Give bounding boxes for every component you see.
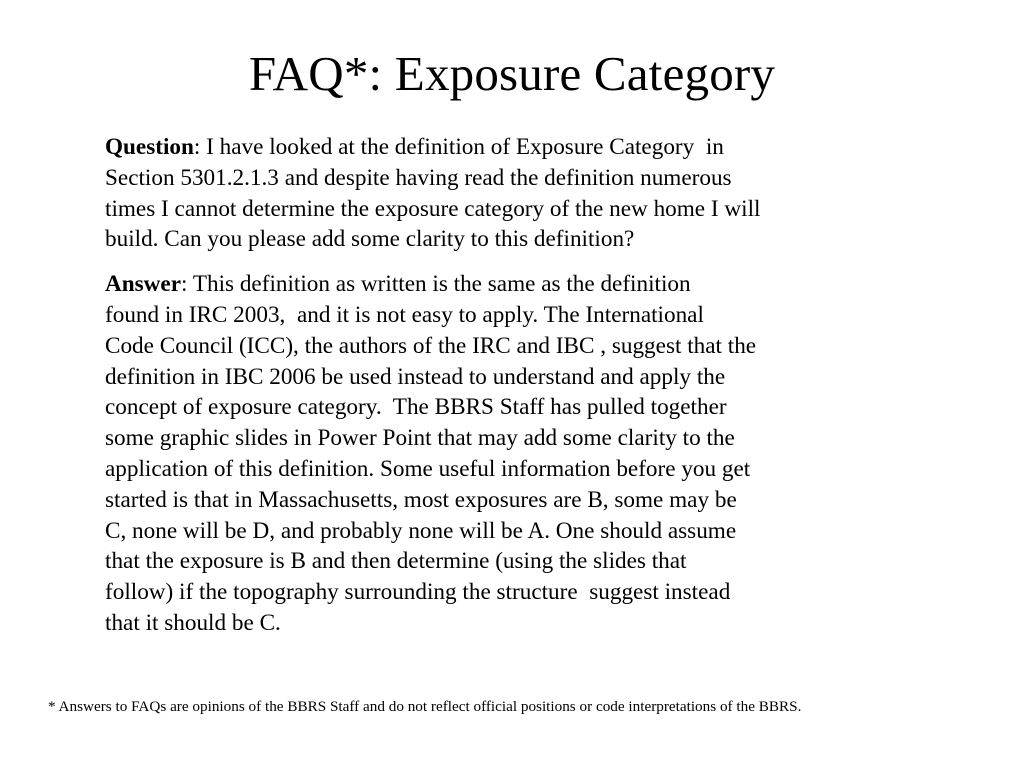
answer-text-line: : This definition as written is the same as the definition (181, 271, 691, 298)
question-text-line: : I have looked at the definition of Exposure Category in (193, 134, 724, 160)
answer-text-line: found in IRC 2003, and it is not easy to apply. The International (105, 301, 704, 328)
question-paragraph (105, 132, 913, 255)
slide-title: FAQ*: Exposure Category (248, 46, 776, 101)
question-label: Question (105, 134, 194, 160)
answer-text-line: started is that in Massachusetts, most exposures are B, some may be (105, 486, 737, 513)
question-text-line: Section 5301.2.1.3 and despite having read the definition numerous (105, 164, 732, 191)
answer-paragraph (105, 269, 913, 639)
footnote: * Answers to FAQs are opinions of the BBRS Staff and do not reflect official positions or code interpretations of the BBRS. (48, 698, 802, 715)
answer-text-line: C, none will be D, and probably none will be A. One should assume (105, 517, 737, 544)
answer-text-line: definition in IBC 2006 be used instead to understand and apply the (105, 363, 726, 390)
answer-text-line: follow) if the topography surrounding the structure suggest instead (105, 579, 731, 606)
question-line-1 (105, 132, 913, 163)
answer-line-1 (105, 269, 913, 300)
answer-text-line: some graphic slides in Power Point that may add some clarity to the (105, 425, 735, 452)
answer-label: Answer (105, 271, 181, 298)
slide-body (105, 132, 913, 639)
answer-text-line: that it should be C. (105, 609, 281, 636)
question-text-line: build. Can you please add some clarity to this definition? (105, 226, 635, 253)
answer-text-line: that the exposure is B and then determine (using the slides that (105, 548, 687, 575)
answer-text-line: concept of exposure category. The BBRS Staff has pulled together (105, 394, 727, 421)
answer-text-line: application of this definition. Some useful information before you get (105, 455, 751, 482)
question-text-line: times I cannot determine the exposure category of the new home I will (105, 195, 761, 222)
answer-text-line: Code Council (ICC), the authors of the IRC and IBC , suggest that the (105, 332, 757, 359)
